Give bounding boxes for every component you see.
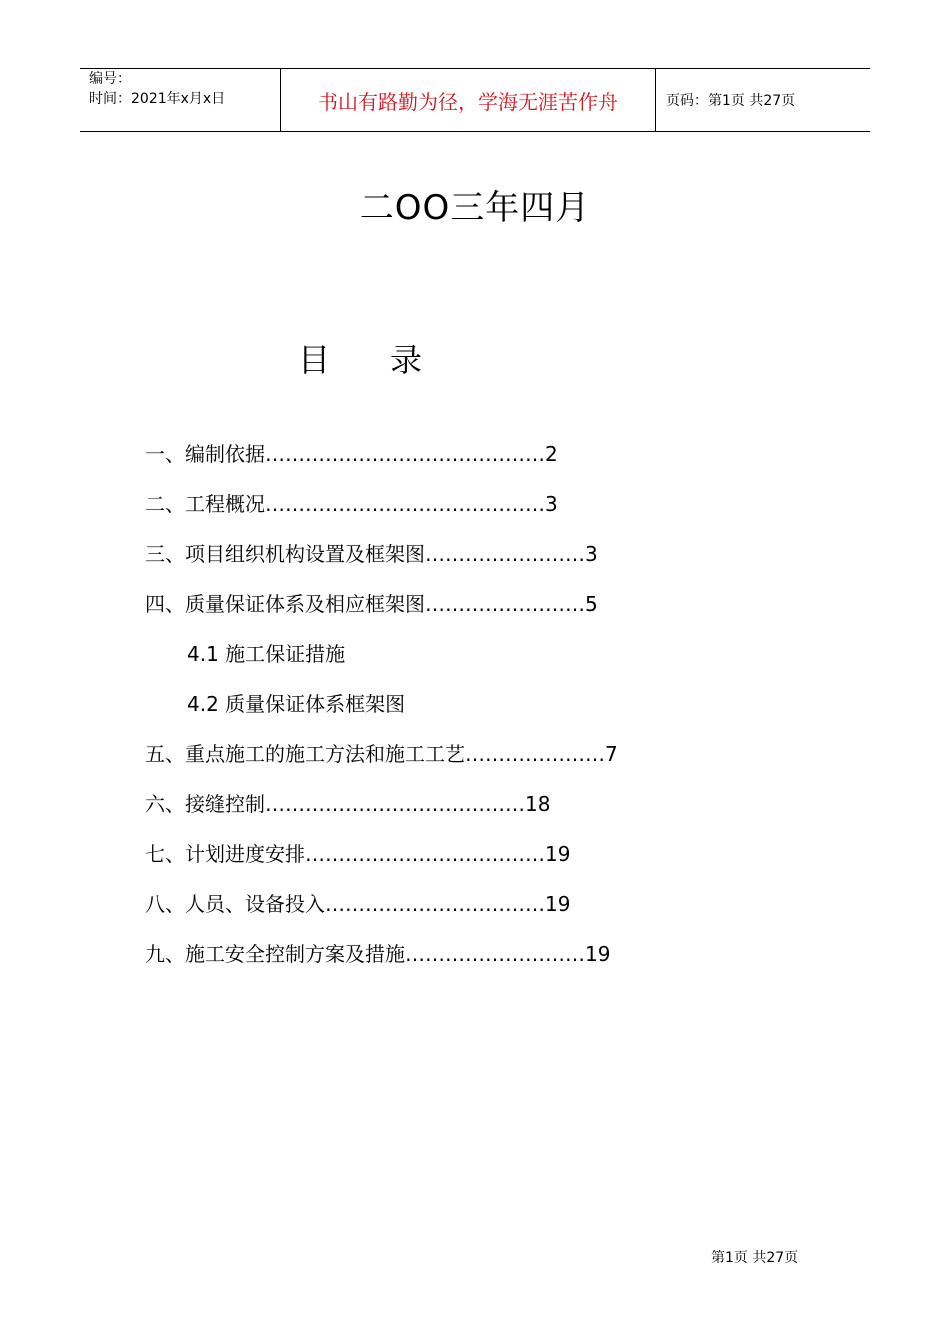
toc-title: [298, 335, 422, 381]
toc-entry-page: 5: [585, 592, 598, 616]
toc-subentry[interactable]: [145, 683, 618, 733]
toc-title-char-2: 录: [390, 341, 423, 379]
toc-entry-page: 19: [585, 942, 611, 966]
toc-entry-leader: ……………………………: [325, 892, 545, 916]
toc-entry[interactable]: [145, 733, 618, 783]
toc-title-char-1: 目: [298, 341, 331, 379]
toc-entry[interactable]: [145, 483, 618, 533]
toc-entry-text: 四、质量保证体系及相应框架图: [145, 592, 425, 616]
toc-entry-text: 五、重点施工的施工方法和施工工艺: [145, 742, 465, 766]
toc-entry-page: 19: [545, 842, 571, 866]
table-of-contents: [145, 433, 618, 983]
toc-entry-text: 七、计划进度安排: [145, 842, 305, 866]
toc-entry-leader: ……………………: [425, 542, 585, 566]
toc-entry-page: 19: [545, 892, 571, 916]
toc-entry-leader: ……………………………………: [265, 492, 545, 516]
toc-entry[interactable]: [145, 533, 618, 583]
toc-entry-text: 二、工程概况: [145, 492, 265, 516]
page-footer: 第1页 共27页: [711, 1250, 799, 1266]
toc-entry-text: 一、编制依据: [145, 442, 265, 466]
toc-subentry[interactable]: [145, 633, 618, 683]
toc-entry[interactable]: [145, 783, 618, 833]
toc-entry-leader: …………………………………: [265, 792, 525, 816]
toc-entry-text: 4.2 质量保证体系框架图: [187, 692, 406, 716]
page-header: [80, 68, 870, 132]
toc-entry-leader: ……………………: [425, 592, 585, 616]
toc-entry[interactable]: [145, 433, 618, 483]
toc-entry[interactable]: [145, 833, 618, 883]
toc-entry-text: 三、项目组织机构设置及框架图: [145, 542, 425, 566]
toc-entry-text: 六、接缝控制: [145, 792, 265, 816]
header-motto: 书山有路勤为径，学海无涯苦作舟: [281, 69, 656, 131]
toc-entry[interactable]: [145, 883, 618, 933]
toc-entry-leader: ………………………………: [305, 842, 545, 866]
toc-entry-text: 八、人员、设备投入: [145, 892, 325, 916]
toc-entry-page: 3: [545, 492, 558, 516]
time-label: 时间：2021年x月x日: [89, 91, 226, 107]
toc-entry-text: 九、施工安全控制方案及措施: [145, 942, 405, 966]
toc-entry-leader: ………………………: [405, 942, 585, 966]
toc-entry-page: 18: [525, 792, 551, 816]
toc-entry-page: 7: [605, 742, 618, 766]
toc-entry-page: 2: [545, 442, 558, 466]
toc-entry-leader: …………………: [465, 742, 605, 766]
date-title: 二OO三年四月: [359, 188, 591, 228]
serial-number-label: 编号：: [89, 71, 131, 87]
toc-entry[interactable]: [145, 933, 618, 983]
header-meta-cell: [80, 69, 281, 131]
toc-entry-page: 3: [585, 542, 598, 566]
toc-entry-text: 4.1 施工保证措施: [187, 642, 346, 666]
toc-entry[interactable]: [145, 583, 618, 633]
toc-entry-leader: ……………………………………: [265, 442, 545, 466]
header-page-info: 页码：第1页 共27页: [666, 93, 796, 109]
